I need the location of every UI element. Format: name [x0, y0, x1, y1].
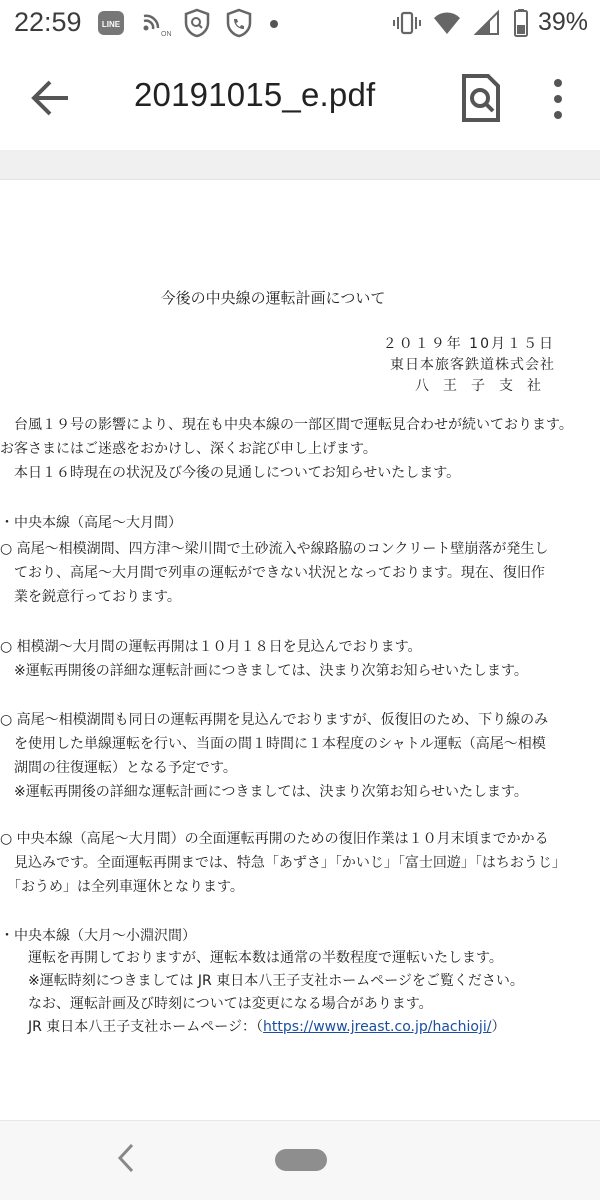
- vibrate-icon: [392, 8, 422, 38]
- text-line: を使用した単線運転を行い、当面の間１時間に１本程度のシャトル運転（高尾～相模: [0, 736, 546, 752]
- section1-heading: [0, 511, 600, 535]
- text-line: ており、高尾～大月間で列車の運転ができない状況となっております。現在、復旧作: [0, 565, 545, 581]
- navigation-bar: [0, 1120, 600, 1200]
- section-2-body: [0, 947, 600, 1039]
- page-gap: [0, 150, 600, 180]
- search-document-icon[interactable]: [458, 72, 504, 124]
- document-company: 東日本旅客鉄道株式会社: [390, 357, 555, 373]
- item-4: [0, 827, 600, 899]
- svg-text:LINE: LINE: [101, 20, 121, 29]
- text-line: ・中央本線（高尾～大月間）: [0, 515, 182, 531]
- text-line: 台風１９号の影響により、現在も中央本線の一部区間で運転見合わせが続いております。: [0, 417, 573, 433]
- notification-dot-icon: [270, 20, 278, 28]
- text-line: 見込みです。全面運転再開までは、特急「あずさ」「かいじ」「富士回遊」「はちおうじ」: [0, 855, 566, 871]
- text-line: ○ 高尾～相模湖間、四方津～梁川間で土砂流入や線路脇のコンクリート壁崩落が発生し: [0, 541, 549, 557]
- text-line: ※運転時刻につきましては JR 東日本八王子支社ホームページをご覧ください。: [0, 973, 524, 989]
- item-1: [0, 537, 600, 609]
- document-title: 今後の中央線の運転計画について: [160, 289, 386, 307]
- line-icon: [96, 8, 126, 38]
- section2-heading: [0, 924, 600, 948]
- text-line: 本日１６時現在の状況及び今後の見通しについてお知らせいたします。: [0, 465, 461, 481]
- file-title: 20191015_e.pdf: [134, 76, 376, 113]
- item-2: [0, 635, 600, 683]
- wifi-icon: [432, 8, 462, 38]
- homepage-link[interactable]: https://www.jreast.co.jp/hachioji/: [263, 1019, 492, 1035]
- intro-paragraph: [0, 413, 600, 485]
- wifi-call-icon: [224, 8, 254, 38]
- text-line: お客さまにはご迷惑をおかけし、深くお詫び申し上げます。: [0, 441, 377, 457]
- shield-icon: [182, 8, 212, 38]
- text-line: ○ 高尾～相模湖間も同日の運転再開を見込んでおりますが、仮復旧のため、下り線のみ: [0, 712, 549, 728]
- battery-percent: 39%: [538, 8, 589, 36]
- text-line: ※運転再開後の詳細な運転計画につきましては、決まり次第お知らせいたします。: [0, 663, 528, 679]
- text-line: なお、運転計画及び時刻については変更になる場合があります。: [0, 996, 433, 1012]
- svg-text:ON: ON: [161, 31, 172, 38]
- document-branch: 八王子支社: [415, 378, 555, 394]
- status-time: 22:59: [14, 7, 82, 37]
- signal-icon: [472, 8, 502, 38]
- text-line: 「おうめ」は全列車運休となります。: [0, 879, 244, 895]
- item-3: [0, 708, 600, 804]
- text-line: 業を鋭意行っております。: [0, 589, 181, 605]
- text-line: ※運転再開後の詳細な運転計画につきましては、決まり次第お知らせいたします。: [0, 784, 528, 800]
- more-vert-icon[interactable]: [548, 76, 568, 122]
- battery-icon: [506, 8, 536, 38]
- homepage-suffix: ）: [491, 1019, 506, 1035]
- homepage-line: [0, 1016, 600, 1039]
- nfc-on-icon: [140, 8, 170, 38]
- nav-back-icon[interactable]: [112, 1141, 140, 1175]
- text-line: 湖間の往復運転）となる予定です。: [0, 760, 237, 776]
- home-pill-icon[interactable]: [275, 1149, 327, 1171]
- text-line: ○ 相模湖～大月間の運転再開は１０月１８日を見込んでおります。: [0, 639, 422, 655]
- text-line: 運転を再開しておりますが、運転本数は通常の半数程度で運転いたします。: [0, 950, 503, 966]
- app-bar: [0, 46, 600, 150]
- pdf-page[interactable]: [0, 181, 600, 1041]
- document-date: ２０１９年 10月１５日: [382, 336, 555, 352]
- text-line: ○ 中央本線（高尾～大月間）の全面運転再開のための復旧作業は１０月末頃までかかる: [0, 831, 549, 847]
- text-line: ・中央本線（大月～小淵沢間）: [0, 928, 196, 944]
- homepage-prefix: JR 東日本八王子支社ホームページ：（: [0, 1019, 264, 1035]
- status-bar: [0, 0, 600, 46]
- back-arrow-icon[interactable]: [28, 76, 72, 120]
